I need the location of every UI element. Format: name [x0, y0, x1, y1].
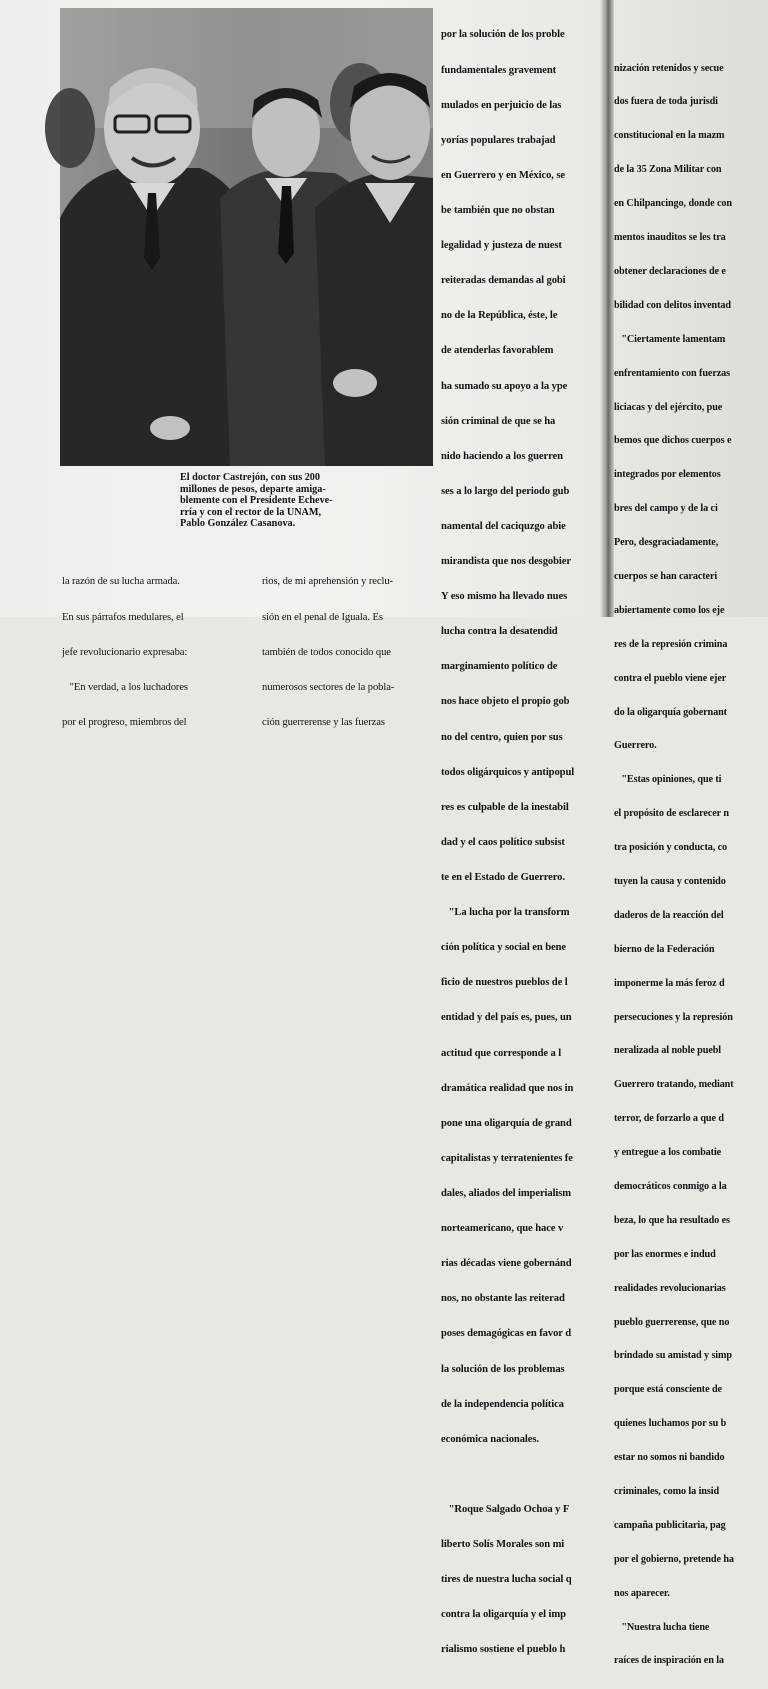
text-line: en Chilpancingo, donde con: [614, 198, 732, 210]
text-line: en Guerrero y en México, se: [441, 169, 565, 181]
text-line: jefe revolucionario expresaba:: [62, 646, 188, 658]
text-line: por las enormes e indud: [614, 1248, 716, 1260]
text-line: fundamentales gravement: [441, 64, 557, 76]
text-line: mirandista que nos desgobier: [441, 556, 571, 568]
text-line: democráticos conmigo a la: [614, 1180, 727, 1192]
text-line: "En verdad, a los luchadores: [62, 681, 188, 693]
text-line: liciacas y del ejército, pue: [614, 401, 723, 413]
text-line: liberto Solís Morales son mi: [441, 1539, 565, 1551]
text-line: persecuciones y la represión: [614, 1011, 733, 1023]
text-line: mentos inauditos se les tra: [614, 232, 726, 244]
text-line: bríndado su amistad y simp: [614, 1350, 732, 1362]
news-photograph: [60, 8, 433, 466]
text-line: abiertamente como los eje: [614, 604, 725, 616]
text-line: [441, 1469, 607, 1481]
text-line: res es culpable de la inestabil: [441, 801, 569, 813]
text-line: nización retenidos y secue: [614, 62, 724, 74]
text-line: nido haciendo a los guerren: [441, 450, 563, 462]
text-line: campaña publicitaria, pag: [614, 1519, 726, 1531]
photo-graphic: [60, 8, 433, 466]
text-line: mulados en perjuicio de las: [441, 99, 562, 111]
text-line: En sus párrafos medulares, el: [62, 611, 184, 623]
text-line: constitucional en la mazm: [614, 130, 725, 142]
text-line: por la solución de los proble: [441, 29, 565, 41]
text-column-middle: [441, 6, 607, 1680]
text-line: nos hace objeto el propio gob: [441, 696, 570, 708]
text-line: nos aparecer.: [614, 1587, 670, 1599]
text-line: no de la República, éste, le: [441, 310, 558, 322]
text-line: yorías populares trabajad: [441, 134, 556, 146]
text-column-bottom-left: [62, 553, 242, 752]
text-line: norteamericano, que hace v: [441, 1223, 564, 1235]
text-line: "Roque Salgado Ochoa y F: [441, 1504, 570, 1515]
text-line: bilidad con delitos inventad: [614, 299, 731, 311]
text-line: sión criminal de que se ha: [441, 415, 556, 427]
text-line: nos, no obstante las reiterad: [441, 1293, 565, 1305]
text-line: todos oligárquicos y antipopul: [441, 766, 575, 778]
text-line: tires de nuestra lucha social q: [441, 1574, 572, 1586]
text-line: poses demagógicas en favor d: [441, 1328, 572, 1340]
text-line: daderos de la reacción del: [614, 909, 724, 921]
text-line: no del centro, quien por sus: [441, 731, 563, 743]
text-line: ha sumado su apoyo a la ype: [441, 380, 568, 392]
text-line: raíces de inspiración en la: [614, 1655, 724, 1667]
text-line: actitud que corresponde a l: [441, 1047, 562, 1059]
text-line: rialismo sostiene el pueblo h: [441, 1644, 566, 1656]
text-line: cuerpos se han caracteri: [614, 570, 718, 582]
text-line: "La lucha por la transform: [441, 907, 570, 919]
text-line: también de todos conocido que: [262, 646, 391, 658]
text-line: contra el pueblo viene ejer: [614, 672, 727, 684]
text-line: reiteradas demandas al gobi: [441, 275, 566, 287]
text-line: obtener declaraciones de e: [614, 265, 726, 277]
text-line: y entregue a los combatie: [614, 1147, 722, 1159]
text-line: entidad y del país es, pues, un: [441, 1012, 572, 1024]
text-line: quienes luchamos por su b: [614, 1418, 727, 1430]
text-line: "Estas opiniones, que ti: [614, 774, 722, 786]
text-line: te en el Estado de Guerrero.: [441, 872, 565, 884]
text-line: ción política y social en bene: [441, 942, 567, 954]
page-gutter-shadow: [600, 0, 614, 617]
text-line: dos fuera de toda jurisdi: [614, 96, 718, 108]
text-line: enfrentamiento con fuerzas: [614, 367, 731, 379]
text-line: criminales, como la insid: [614, 1486, 720, 1497]
text-line: integrados por elementos: [614, 469, 721, 481]
text-line: Guerrero tratando, mediant: [614, 1079, 734, 1091]
text-line: ción guerrerense y las fuerzas: [262, 716, 385, 728]
text-line: tuyen la causa y contenido: [614, 875, 726, 887]
text-line: contra la oligarquía y el imp: [441, 1609, 566, 1621]
text-line: la razón de su lucha armada.: [62, 576, 180, 588]
text-line: marginamiento político de: [441, 661, 558, 673]
text-line: Guerrero.: [614, 740, 657, 752]
text-line: económica nacionales.: [441, 1433, 539, 1445]
text-line: Pero, desgraciadamente,: [614, 537, 719, 549]
text-line: Y eso mismo ha llevado nues: [441, 591, 568, 603]
text-column-right: [614, 40, 768, 1689]
text-line: do la oligarquía gobernant: [614, 706, 727, 718]
text-line: ses a lo largo del periodo gub: [441, 485, 570, 497]
text-line: de la independencia política: [441, 1398, 564, 1410]
text-line: la solución de los problemas: [441, 1363, 565, 1375]
text-line: de atenderlas favorablem: [441, 345, 554, 357]
text-line: be también que no obstan: [441, 204, 555, 216]
text-line: rias décadas viene gobernánd: [441, 1258, 572, 1270]
text-line: capitalistas y terratenientes fe: [441, 1152, 573, 1164]
text-line: imponerme la más feroz d: [614, 977, 725, 989]
text-line: por el progreso, miembros del: [62, 716, 187, 728]
photo-caption: El doctor Castrejón, con sus 200 millones de pesos, departe amiga- blemente con el Presidente Echeve- rría y con el rector de la UNAM, Pablo González Casanova.: [180, 472, 333, 530]
text-line: pone una oligarquía de grand: [441, 1117, 572, 1129]
text-line: ficio de nuestros pueblos de l: [441, 977, 568, 989]
text-line: sión en el penal de Iguala. Es: [262, 611, 383, 623]
text-line: dales, aliados del imperialism: [441, 1188, 572, 1200]
text-line: namental del caciquzgo abie: [441, 520, 566, 532]
text-line: de la 35 Zona Militar con: [614, 164, 722, 176]
text-line: legalidad y justeza de nuest: [441, 240, 562, 252]
text-line: bres del campo y de la ci: [614, 503, 718, 515]
text-line: terror, de forzarlo a que d: [614, 1113, 724, 1125]
text-line: dramática realidad que nos in: [441, 1082, 574, 1094]
text-line: dad y el caos político subsist: [441, 836, 565, 848]
text-column-bottom-center: [262, 553, 440, 752]
text-line: "Ciertamente lamentam: [614, 333, 726, 345]
text-line: tra posición y conducta, co: [614, 842, 728, 854]
text-line: bierno de la Federación: [614, 943, 715, 955]
text-line: neralizada al noble puebl: [614, 1045, 722, 1057]
text-line: porque está consciente de: [614, 1384, 722, 1396]
text-line: lucha contra la desatendid: [441, 626, 558, 638]
text-line: res de la represión crimina: [614, 638, 728, 650]
text-line: pueblo guerrerense, que no: [614, 1316, 730, 1328]
text-line: beza, lo que ha resultado es: [614, 1214, 730, 1226]
text-line: el propósito de esclarecer n: [614, 808, 729, 820]
text-line: estar no somos ni bandido: [614, 1452, 725, 1464]
text-line: realidades revolucionarias: [614, 1282, 726, 1294]
text-line: "Nuestra lucha tiene: [614, 1621, 710, 1633]
text-line: bemos que dichos cuerpos e: [614, 435, 732, 447]
text-line: numerosos sectores de la pobla-: [262, 681, 395, 693]
text-line: rios, de mi aprehensión y reclu-: [262, 576, 393, 588]
text-line: por el gobierno, pretende ha: [614, 1553, 734, 1565]
